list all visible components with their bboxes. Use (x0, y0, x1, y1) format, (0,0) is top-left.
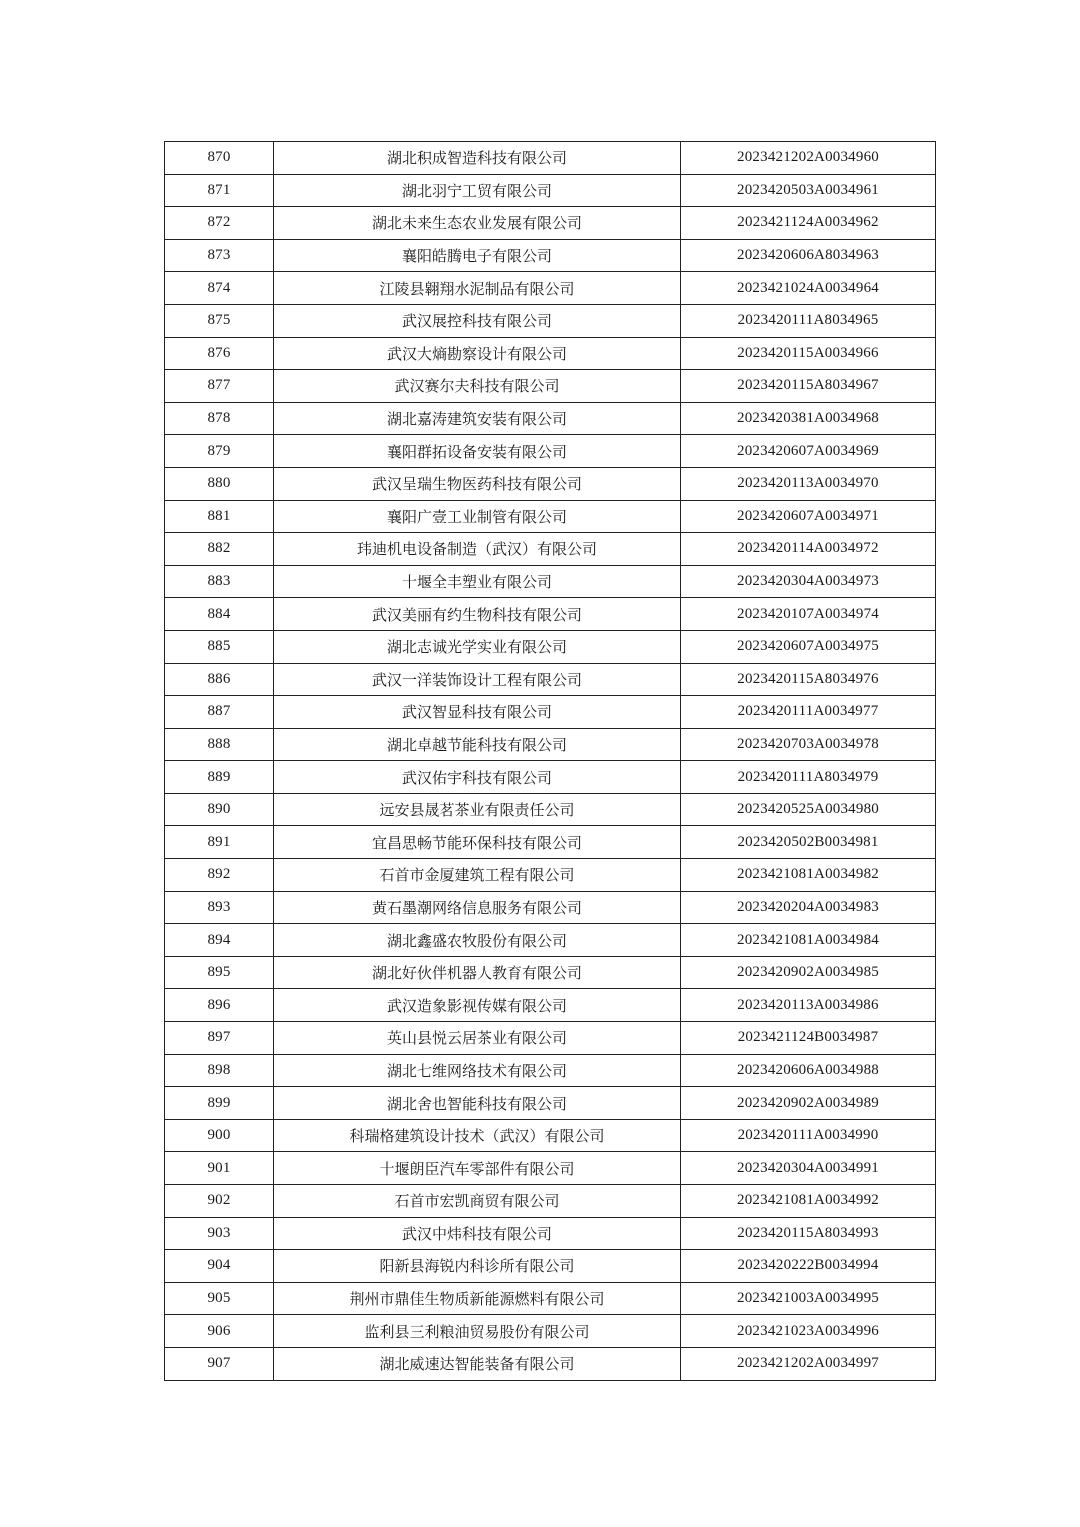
table-row (165, 696, 936, 729)
table-row (165, 435, 936, 468)
company-name-cell: 阳新县海锐内科诊所有限公司 (274, 1250, 681, 1283)
company-list-table (164, 141, 936, 1381)
registration-code-cell: 2023420114A0034972 (681, 533, 936, 566)
registration-code-cell: 2023420304A0034991 (681, 1152, 936, 1185)
company-name-cell: 黄石墨潮网络信息服务有限公司 (274, 891, 681, 924)
row-number-cell: 906 (165, 1315, 274, 1348)
company-name-cell: 湖北好伙伴机器人教育有限公司 (274, 956, 681, 989)
registration-code-cell: 2023421024A0034964 (681, 272, 936, 305)
registration-code-cell: 2023420606A0034988 (681, 1054, 936, 1087)
company-name-cell: 湖北羽宁工贸有限公司 (274, 174, 681, 207)
table-row (165, 1282, 936, 1315)
company-name-cell: 湖北嘉涛建筑安装有限公司 (274, 402, 681, 435)
company-name-cell: 湖北积成智造科技有限公司 (274, 142, 681, 175)
row-number-cell: 876 (165, 337, 274, 370)
company-name-cell: 武汉展控科技有限公司 (274, 304, 681, 337)
table-row (165, 1087, 936, 1120)
company-name-cell: 武汉造象影视传媒有限公司 (274, 989, 681, 1022)
table-row (165, 924, 936, 957)
registration-code-cell: 2023421081A0034984 (681, 924, 936, 957)
registration-code-cell: 2023421081A0034982 (681, 859, 936, 892)
row-number-cell: 890 (165, 793, 274, 826)
row-number-cell: 894 (165, 924, 274, 957)
company-name-cell: 武汉一洋装饰设计工程有限公司 (274, 663, 681, 696)
table-row (165, 370, 936, 403)
row-number-cell: 897 (165, 1022, 274, 1055)
registration-code-cell: 2023420902A0034989 (681, 1087, 936, 1120)
registration-code-cell: 2023420113A0034970 (681, 467, 936, 500)
row-number-cell: 873 (165, 239, 274, 272)
table-row (165, 663, 936, 696)
row-number-cell: 883 (165, 565, 274, 598)
registration-code-cell: 2023421124B0034987 (681, 1022, 936, 1055)
company-name-cell: 湖北鑫盛农牧股份有限公司 (274, 924, 681, 957)
row-number-cell: 902 (165, 1185, 274, 1218)
registration-code-cell: 2023420703A0034978 (681, 728, 936, 761)
table-row (165, 1217, 936, 1250)
table-row (165, 1054, 936, 1087)
company-name-cell: 玮迪机电设备制造（武汉）有限公司 (274, 533, 681, 566)
row-number-cell: 891 (165, 826, 274, 859)
table-row (165, 598, 936, 631)
table-row (165, 1152, 936, 1185)
registration-code-cell: 2023420115A8034967 (681, 370, 936, 403)
table-row (165, 859, 936, 892)
row-number-cell: 882 (165, 533, 274, 566)
company-name-cell: 荆州市鼎佳生物质新能源燃料有限公司 (274, 1282, 681, 1315)
company-name-cell: 湖北未来生态农业发展有限公司 (274, 207, 681, 240)
registration-code-cell: 2023420111A0034990 (681, 1119, 936, 1152)
row-number-cell: 871 (165, 174, 274, 207)
registration-code-cell: 2023420607A0034971 (681, 500, 936, 533)
table-row (165, 956, 936, 989)
table-row (165, 1185, 936, 1218)
row-number-cell: 900 (165, 1119, 274, 1152)
company-name-cell: 江陵县翱翔水泥制品有限公司 (274, 272, 681, 305)
table-row (165, 1315, 936, 1348)
company-name-cell: 远安县晟茗茶业有限责任公司 (274, 793, 681, 826)
registration-code-cell: 2023420607A0034975 (681, 630, 936, 663)
table-row (165, 891, 936, 924)
registration-code-cell: 2023420502B0034981 (681, 826, 936, 859)
company-name-cell: 石首市金厦建筑工程有限公司 (274, 859, 681, 892)
company-name-cell: 湖北七维网络技术有限公司 (274, 1054, 681, 1087)
table-row (165, 728, 936, 761)
table-row (165, 533, 936, 566)
registration-code-cell: 2023420113A0034986 (681, 989, 936, 1022)
table-row (165, 207, 936, 240)
row-number-cell: 870 (165, 142, 274, 175)
table-row (165, 761, 936, 794)
row-number-cell: 904 (165, 1250, 274, 1283)
registration-code-cell: 2023420115A8034976 (681, 663, 936, 696)
registration-code-cell: 2023420304A0034973 (681, 565, 936, 598)
registration-code-cell: 2023420115A0034966 (681, 337, 936, 370)
table-row (165, 272, 936, 305)
row-number-cell: 901 (165, 1152, 274, 1185)
row-number-cell: 889 (165, 761, 274, 794)
row-number-cell: 874 (165, 272, 274, 305)
registration-code-cell: 2023421202A0034997 (681, 1347, 936, 1380)
registration-code-cell: 2023420204A0034983 (681, 891, 936, 924)
registration-code-cell: 2023421023A0034996 (681, 1315, 936, 1348)
company-name-cell: 英山县悦云居茶业有限公司 (274, 1022, 681, 1055)
registration-code-cell: 2023420381A0034968 (681, 402, 936, 435)
registration-code-cell: 2023420525A0034980 (681, 793, 936, 826)
row-number-cell: 875 (165, 304, 274, 337)
row-number-cell: 885 (165, 630, 274, 663)
registration-code-cell: 2023420503A0034961 (681, 174, 936, 207)
table-row (165, 1022, 936, 1055)
company-name-cell: 武汉美丽有约生物科技有限公司 (274, 598, 681, 631)
registration-code-cell: 2023420111A8034965 (681, 304, 936, 337)
row-number-cell: 892 (165, 859, 274, 892)
table-row (165, 630, 936, 663)
registration-code-cell: 2023421202A0034960 (681, 142, 936, 175)
table-row (165, 565, 936, 598)
registration-code-cell: 2023420607A0034969 (681, 435, 936, 468)
row-number-cell: 879 (165, 435, 274, 468)
row-number-cell: 905 (165, 1282, 274, 1315)
table-row (165, 174, 936, 207)
row-number-cell: 898 (165, 1054, 274, 1087)
registration-code-cell: 2023421003A0034995 (681, 1282, 936, 1315)
company-name-cell: 十堰全丰塑业有限公司 (274, 565, 681, 598)
row-number-cell: 896 (165, 989, 274, 1022)
table-row (165, 402, 936, 435)
registration-code-cell: 2023420222B0034994 (681, 1250, 936, 1283)
row-number-cell: 887 (165, 696, 274, 729)
row-number-cell: 893 (165, 891, 274, 924)
row-number-cell: 880 (165, 467, 274, 500)
registration-code-cell: 2023420111A0034977 (681, 696, 936, 729)
table-row (165, 793, 936, 826)
table-row (165, 826, 936, 859)
company-name-cell: 襄阳广壹工业制管有限公司 (274, 500, 681, 533)
row-number-cell: 886 (165, 663, 274, 696)
company-name-cell: 监利县三利粮油贸易股份有限公司 (274, 1315, 681, 1348)
table-row (165, 304, 936, 337)
company-name-cell: 武汉中炜科技有限公司 (274, 1217, 681, 1250)
table-body (165, 142, 936, 1381)
registration-code-cell: 2023420606A8034963 (681, 239, 936, 272)
row-number-cell: 881 (165, 500, 274, 533)
table-row (165, 467, 936, 500)
row-number-cell: 888 (165, 728, 274, 761)
row-number-cell: 877 (165, 370, 274, 403)
company-name-cell: 襄阳皓腾电子有限公司 (274, 239, 681, 272)
company-name-cell: 十堰朗臣汽车零部件有限公司 (274, 1152, 681, 1185)
registration-code-cell: 2023421124A0034962 (681, 207, 936, 240)
table-row (165, 239, 936, 272)
company-name-cell: 宜昌思畅节能环保科技有限公司 (274, 826, 681, 859)
company-name-cell: 湖北卓越节能科技有限公司 (274, 728, 681, 761)
company-name-cell: 武汉佑宇科技有限公司 (274, 761, 681, 794)
row-number-cell: 895 (165, 956, 274, 989)
row-number-cell: 907 (165, 1347, 274, 1380)
company-name-cell: 武汉大熵勘察设计有限公司 (274, 337, 681, 370)
row-number-cell: 903 (165, 1217, 274, 1250)
registration-code-cell: 2023420115A8034993 (681, 1217, 936, 1250)
table-row (165, 1119, 936, 1152)
company-name-cell: 襄阳群拓设备安装有限公司 (274, 435, 681, 468)
registration-code-cell: 2023421081A0034992 (681, 1185, 936, 1218)
table-row (165, 142, 936, 175)
table-row (165, 1347, 936, 1380)
row-number-cell: 884 (165, 598, 274, 631)
company-name-cell: 武汉赛尔夫科技有限公司 (274, 370, 681, 403)
row-number-cell: 899 (165, 1087, 274, 1120)
table-row (165, 500, 936, 533)
company-name-cell: 石首市宏凯商贸有限公司 (274, 1185, 681, 1218)
row-number-cell: 878 (165, 402, 274, 435)
table-row (165, 337, 936, 370)
company-name-cell: 湖北舍也智能科技有限公司 (274, 1087, 681, 1120)
company-name-cell: 科瑞格建筑设计技术（武汉）有限公司 (274, 1119, 681, 1152)
row-number-cell: 872 (165, 207, 274, 240)
registration-code-cell: 2023420111A8034979 (681, 761, 936, 794)
company-name-cell: 湖北志诚光学实业有限公司 (274, 630, 681, 663)
table-row (165, 989, 936, 1022)
company-name-cell: 武汉智显科技有限公司 (274, 696, 681, 729)
company-name-cell: 武汉呈瑞生物医药科技有限公司 (274, 467, 681, 500)
registration-code-cell: 2023420107A0034974 (681, 598, 936, 631)
table-row (165, 1250, 936, 1283)
registration-code-cell: 2023420902A0034985 (681, 956, 936, 989)
company-name-cell: 湖北威速达智能装备有限公司 (274, 1347, 681, 1380)
